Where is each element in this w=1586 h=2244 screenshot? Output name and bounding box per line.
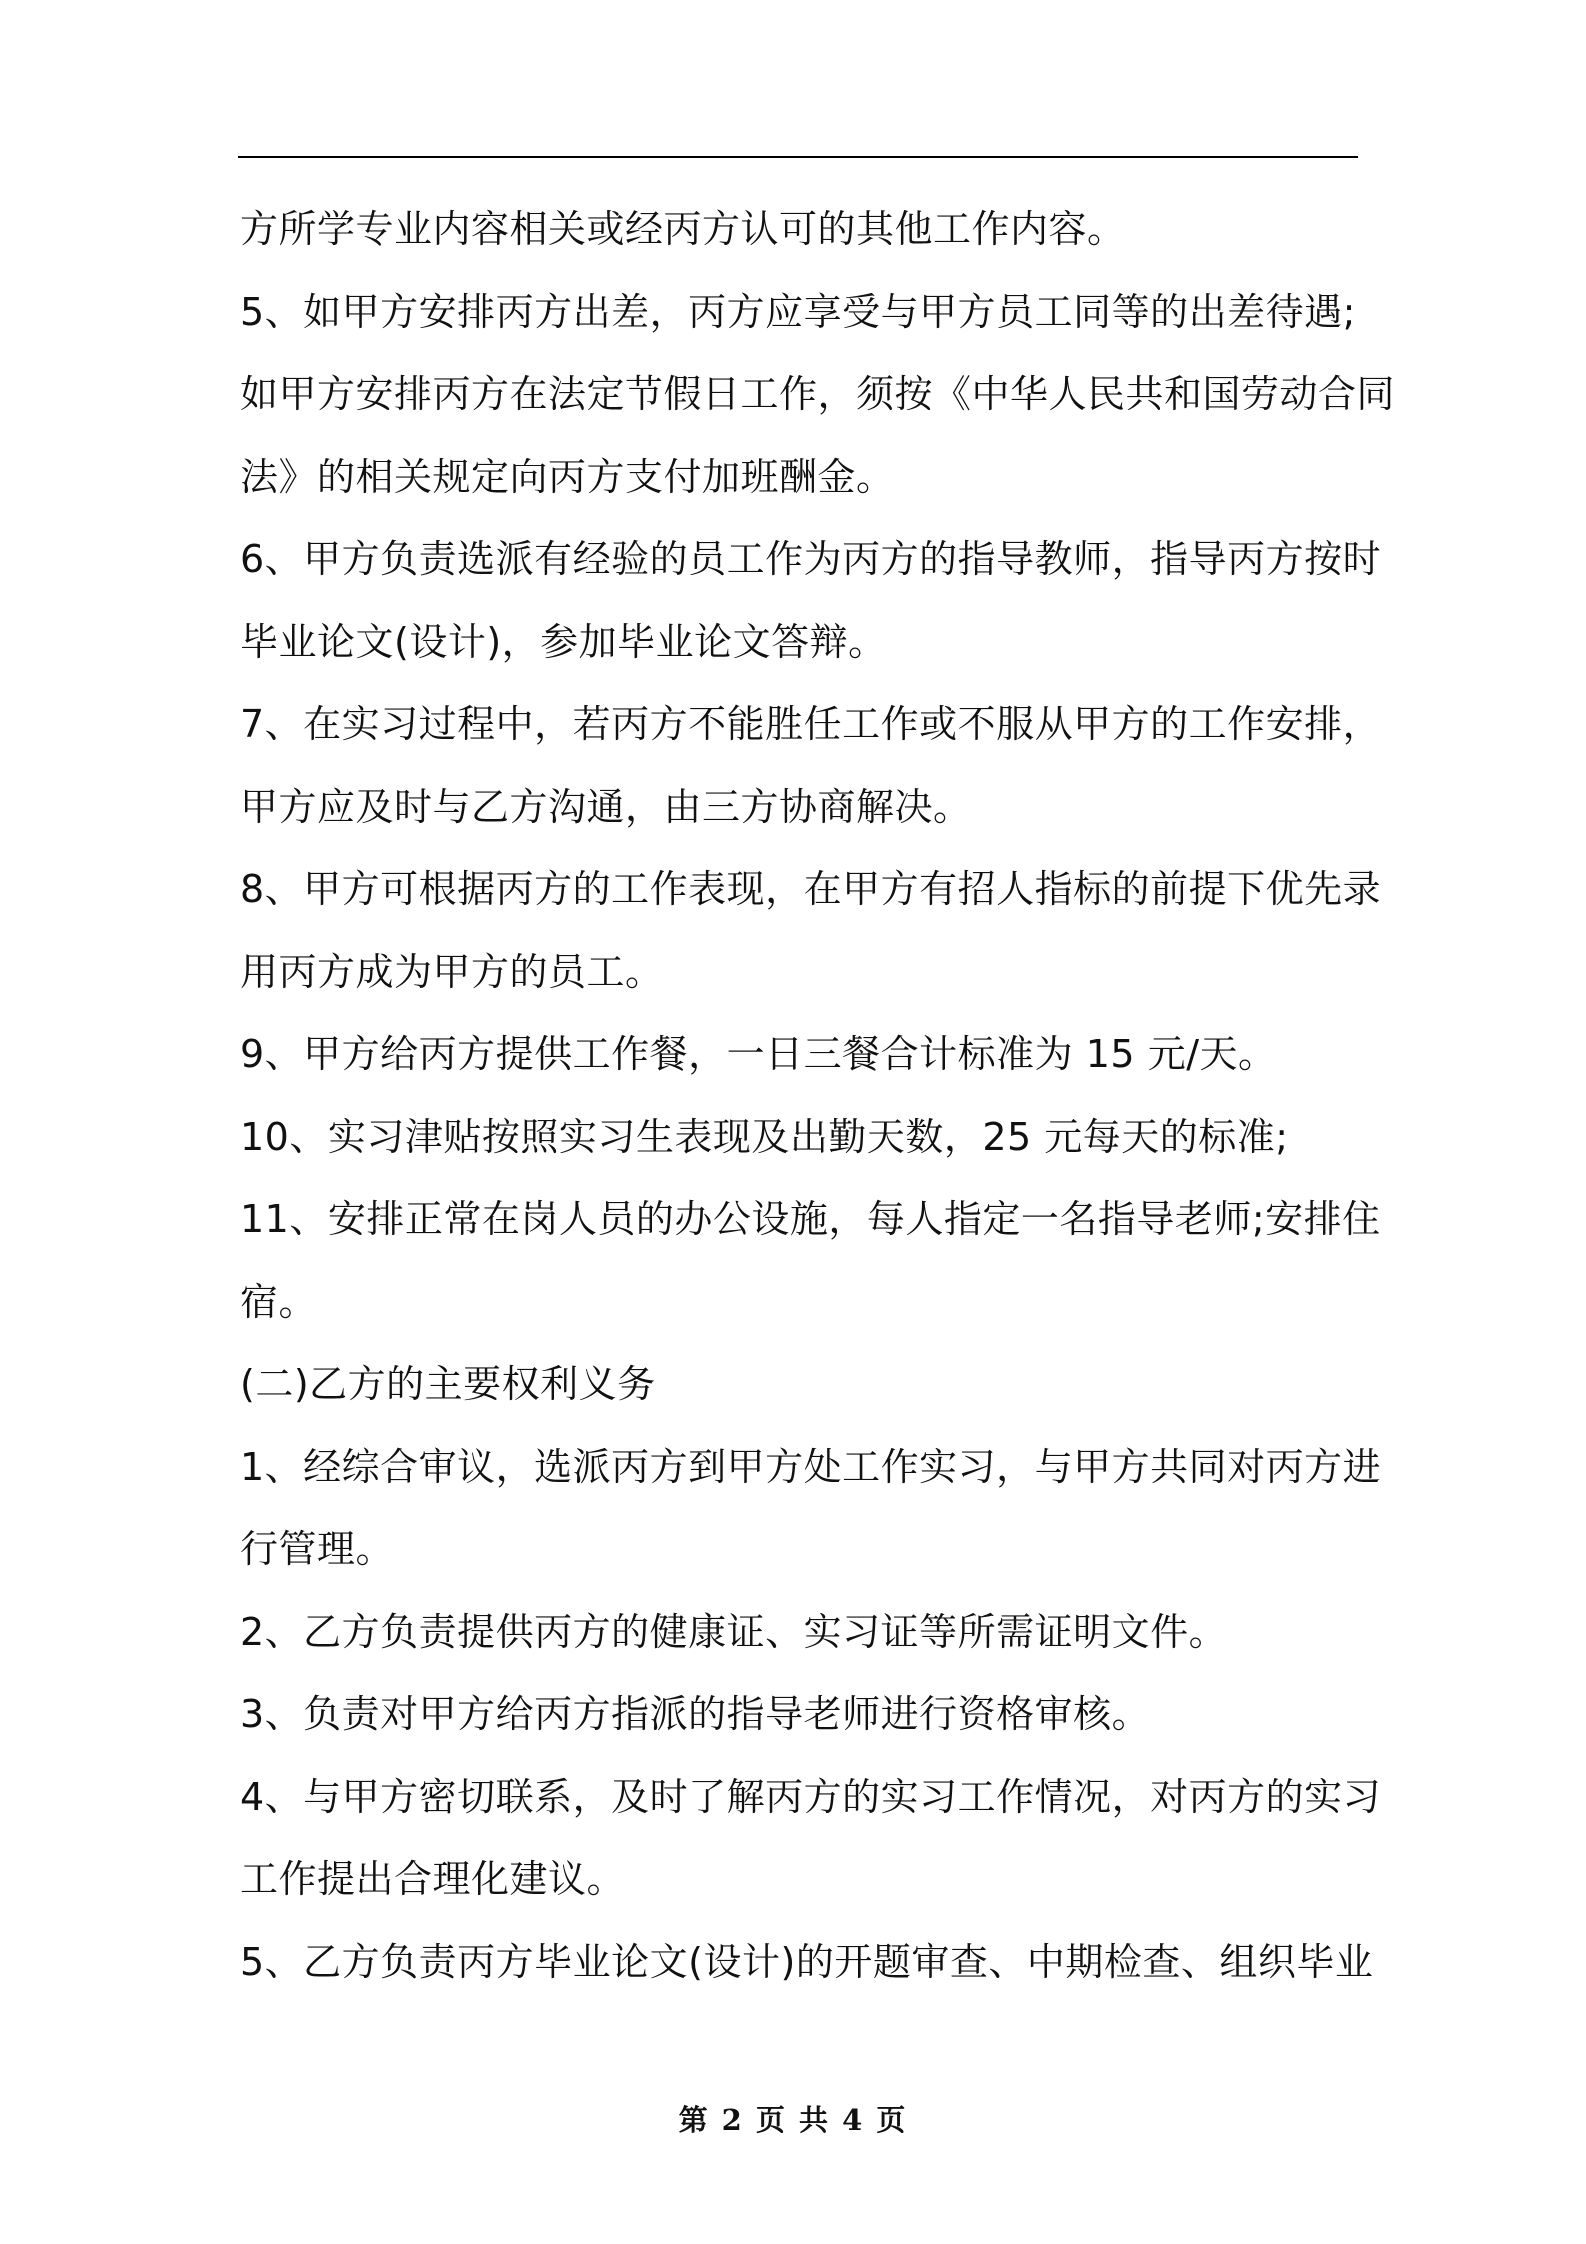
text-line: 10、实习津贴按照实习生表现及出勤天数，25 元每天的标准; [240, 1114, 1289, 1159]
section-heading: (二)乙方的主要权利义务 [240, 1362, 656, 1406]
header-rule [238, 156, 1358, 158]
text-line: 11、安排正常在岗人员的办公设施，每人指定一名指导老师;安排住 [240, 1197, 1381, 1241]
text-line: 方所学专业内容相关或经丙方认可的其他工作内容。 [240, 207, 1126, 251]
document-body [240, 188, 1396, 2003]
page-number: 第 2 页 共 4 页 [678, 2103, 908, 2137]
text-line: 用丙方成为甲方的员工。 [240, 949, 664, 994]
text-line: 甲方应及时与乙方沟通，由三方协商解决。 [240, 784, 972, 829]
text-line: 5、乙方负责丙方毕业论文(设计)的开题审查、中期检查、组织毕业 [240, 1939, 1374, 1984]
text-line: 1、经综合审议，选派丙方到甲方处工作实习，与甲方共同对丙方进 [240, 1444, 1382, 1489]
text-line: 7、在实习过程中，若丙方不能胜任工作或不服从甲方的工作安排， [240, 702, 1382, 746]
text-line: 法》的相关规定向丙方支付加班酬金。 [240, 454, 895, 499]
text-line: 5、如甲方安排丙方出差，丙方应享受与甲方员工同等的出差待遇; [240, 289, 1356, 334]
text-line: 3、负责对甲方给丙方指派的指导老师进行资格审核。 [240, 1692, 1151, 1736]
text-line: 8、甲方可根据丙方的工作表现，在甲方有招人指标的前提下优先录 [240, 867, 1382, 911]
text-line: 工作提出合理化建议。 [240, 1857, 626, 1901]
text-line: 9、甲方给丙方提供工作餐，一日三餐合计标准为 15 元/天。 [240, 1032, 1277, 1076]
text-line: 行管理。 [240, 1527, 395, 1571]
text-line: 2、乙方负责提供丙方的健康证、实习证等所需证明文件。 [240, 1609, 1228, 1654]
text-line: 6、甲方负责选派有经验的员工作为丙方的指导教师，指导丙方按时 [240, 537, 1382, 581]
text-line: 4、与甲方密切联系，及时了解丙方的实习工作情况，对丙方的实习 [240, 1774, 1382, 1819]
text-line: 毕业论文(设计)，参加毕业论文答辩。 [240, 619, 887, 664]
text-line: 如甲方安排丙方在法定节假日工作，须按《中华人民共和国劳动合同 [240, 372, 1396, 416]
text-line: 宿。 [240, 1279, 318, 1324]
